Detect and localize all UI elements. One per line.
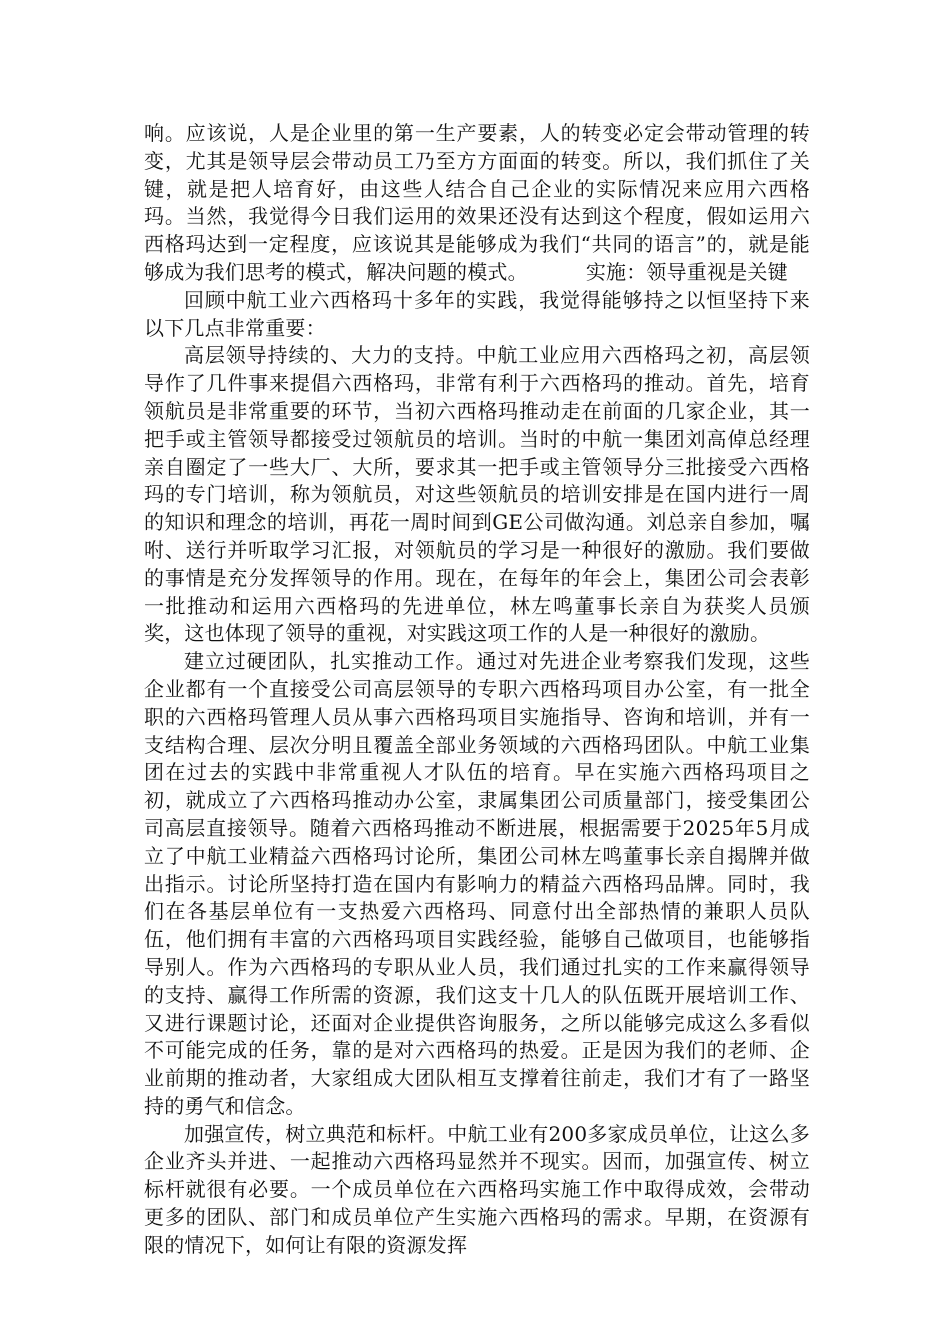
paragraph-5: 加强宣传，树立典范和标杆。中航工业有200多家成员单位，让这么多企业齐头并进、一起推动六西格玛显然并不现实。因而，加强宣传、树立标杆就很有必要。一个成员单位在六西格玛实施工作中取得成效，会带动更多的团队、部门和成员单位产生实施六西格玛的需求。早期，在资源有限的情况下，如何让有限的资源发挥 (144, 1121, 810, 1257)
paragraph-4: 建立过硬团队，扎实推动工作。通过对先进企业考察我们发现，这些企业都有一个直接受公司高层领导的专职六西格玛项目办公室，有一批全职的六西格玛管理人员从事六西格玛项目实施指导、咨询和培训，并有一支结构合理、层次分明且覆盖全部业务领域的六西格玛团队。中航工业集团在过去的实践中非常重视人才队伍的培育。早在实施六西格玛项目之初，就成立了六西格玛推动办公室，隶属集团公司质量部门，接受集团公司高层直接领导。随着六西格玛推动不断进展，根据需要于2025年5月成立了中航工业精益六西格玛讨论所，集团公司林左鸣董事长亲自揭牌并做出指示。讨论所坚持打造在国内有影响力的精益六西格玛品牌。同时，我们在各基层单位有一支热爱六西格玛、同意付出全部热情的兼职人员队伍，他们拥有丰富的六西格玛项目实践经验，能够自己做项目，也能够指导别人。作为六西格玛的专职从业人员，我们通过扎实的工作来赢得领导的支持、赢得工作所需的资源，我们这支十几人的队伍既开展培训工作、又进行课题讨论，还面对企业提供咨询服务，之所以能够完成这么多看似不可能完成的任务，靠的是对六西格玛的热爱。正是因为我们的老师、企业前期的推动者，大家组成大团队相互支撑着往前走，我们才有了一路坚持的勇气和信念。 (144, 649, 810, 1118)
paragraph-3: 高层领导持续的、大力的支持。中航工业应用六西格玛之初，高层领导作了几件事来提倡六西格玛，非常有利于六西格玛的推动。首先，培育领航员是非常重要的环节，当初六西格玛推动走在前面的几家企业，其一把手或主管领导都接受过领航员的培训。当时的中航一集团刘高倬总经理亲自圈定了一些大厂、大所，要求其一把手或主管领导分三批接受六西格玛的专门培训，称为领航员，对这些领航员的培训安排是在国内进行一周的知识和理念的培训，再花一周时间到GE公司做沟通。刘总亲自参加，嘱咐、送行并听取学习汇报，对领航员的学习是一种很好的激励。我们要做的事情是充分发挥领导的作用。现在，在每年的年会上，集团公司会表彰一批推动和运用六西格玛的先进单位，林左鸣董事长亲自为获奖人员颁奖，这也体现了领导的重视，对实践这项工作的人是一种很好的激励。 (144, 343, 810, 646)
document-page (144, 120, 810, 1260)
section-heading: 实施：领导重视是关键 (585, 259, 788, 284)
paragraph-1-text: 响。应该说，人是企业里的第一生产要素，人的转变必定会带动管理的转变，尤其是领导层会带动员工乃至方方面面的转变。所以，我们抓住了关键，就是把人培育好，由这些人结合自己企业的实际情况来应用六西格玛。当然，我觉得今日我们运用的效果还没有达到这个程度，假如运用六西格玛达到一定程度，应该说其是能够成为我们“共同的语言”的，就是能够成为我们思考的模式，解决问题的模式。 (144, 121, 810, 284)
paragraph-2: 回顾中航工业六西格玛十多年的实践，我觉得能够持之以恒坚持下来以下几点非常重要： (144, 287, 810, 340)
paragraph-1 (144, 120, 810, 287)
